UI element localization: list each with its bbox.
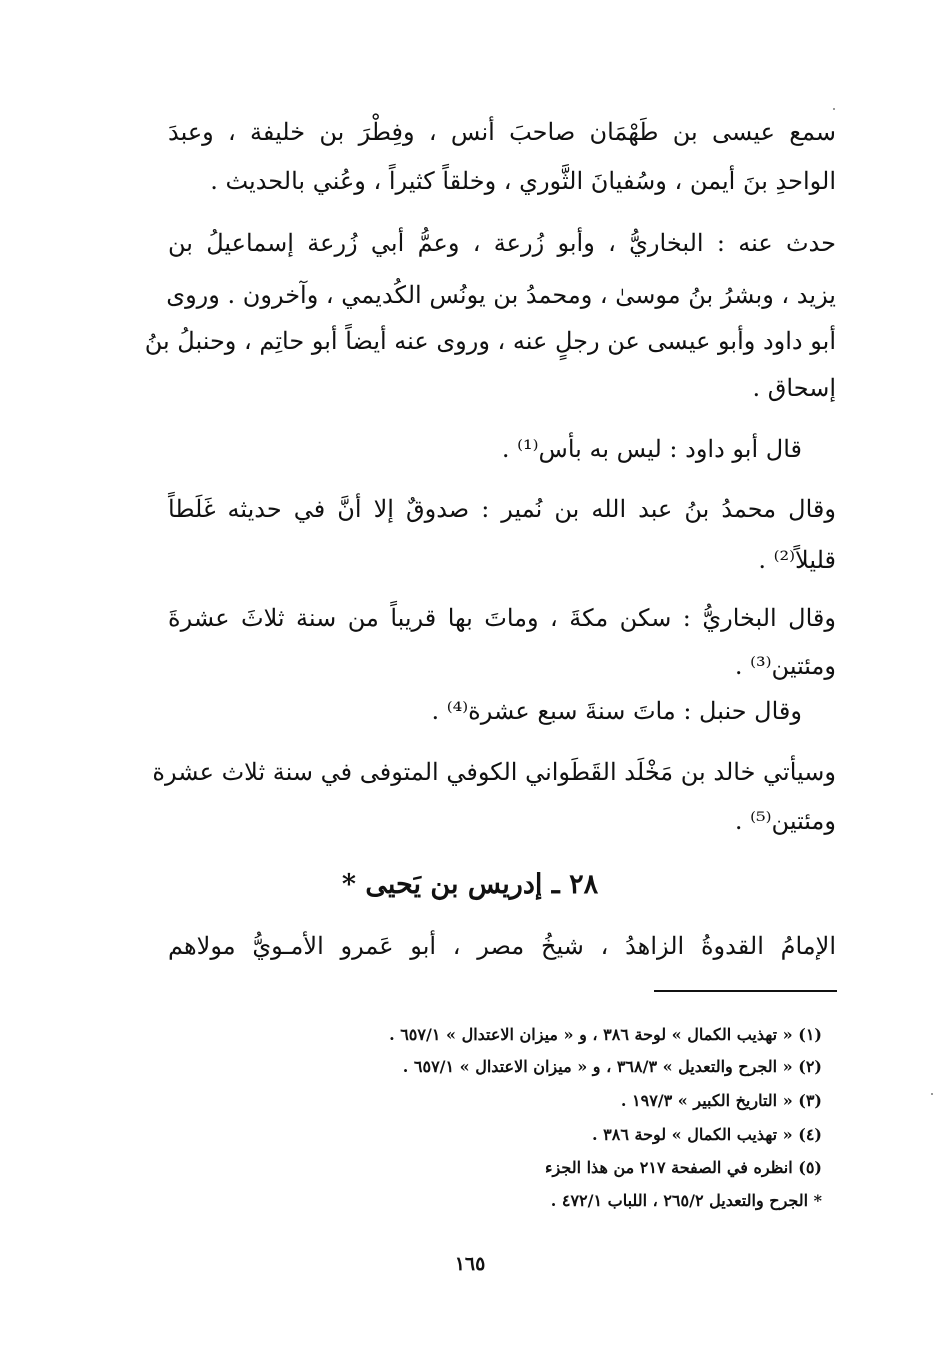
body-line-14: ومئتين⁽⁵⁾ . [734,807,836,835]
body-line-5: أبو داود وأبو عيسى عن رجلٍ عنه ، وروى عنه أيضاً أبو حاتِم ، وحنبلُ بنُ [144,327,836,355]
footnote-3: (٣) « التاريخ الكبير » ١٩٧/٣ . [620,1091,822,1110]
footnote-5: (٥) انظره في الصفحة ٢١٧ من هذا الجزء [545,1158,822,1177]
body-line-7: قال أبو داود : ليس به بأس⁽¹⁾ . [501,435,802,463]
scan-speck [833,108,835,110]
body-line-11: ومئتين⁽³⁾ . [734,652,836,680]
body-line-12: وقال حنبل : ماتَ سنةَ سبع عشرة⁽⁴⁾ . [431,697,802,725]
body-line-13: وسيأتي خالد بن مَخْلَد القَطَواني الكوفي المتوفى في سنة ثلاث عشرة [152,758,836,786]
footnote-source: * الجرح والتعديل ٢٦٥/٢ ، اللباب ٤٧٢/١ . [550,1191,822,1210]
body-line-1: سمع عيسى بن طَهْمَان صاحبَ أنس ، وفِطْرَ بن خليفة ، وعبدَ [168,118,836,146]
scan-speck [931,1093,933,1095]
body-line-8: وقال محمدُ بنُ عبد الله بن نُمير : صدوقٌ إلا أنَّ في حديثه غَلَطاً [168,495,836,523]
footnote-2: (٢) « الجرح والتعديل » ٣٦٨/٣ ، و « ميزان الاعتدال » ٦٥٧/١ . [402,1057,822,1076]
page-number: ١٦٥ [454,1253,486,1275]
entry-first-line: الإمامُ القدوةُ الزاهدُ ، شيخُ مصر ، أبو عَمرو الأمـويُّ مولاهم [168,932,836,960]
entry-heading: ٢٨ ـ إدريس بن يَحيى * [341,869,599,900]
body-line-4: يزيد ، وبشرُ بنُ موسىٰ ، ومحمدُ بن يونُس الكُديمي ، وآخرون . وروى [166,281,836,309]
body-line-9: قليلاً⁽²⁾ . [758,546,836,574]
footnote-4: (٤) « تهذيب الكمال » لوحة ٣٨٦ . [592,1125,822,1144]
body-line-3: حدث عنه : البخاريُّ ، وأبو زُرعة ، وعمُّ أبي زُرعة إسماعيلُ بن [168,229,836,257]
body-line-10: وقال البخاريُّ : سكن مكةَ ، وماتَ بها قريباً من سنة ثلاثَ عشرةَ [168,604,836,632]
footnote-separator [654,990,837,992]
body-line-6: إسحاق . [752,374,836,402]
footnote-1: (١) « تهذيب الكمال » لوحة ٣٨٦ ، و « ميزان الاعتدال » ٦٥٧/١ . [389,1025,822,1044]
body-line-2: الواحدِ بنَ أيمن ، وسُفيانَ الثَّوري ، وخلقاً كثيراً ، وعُني بالحديث . [210,167,836,195]
